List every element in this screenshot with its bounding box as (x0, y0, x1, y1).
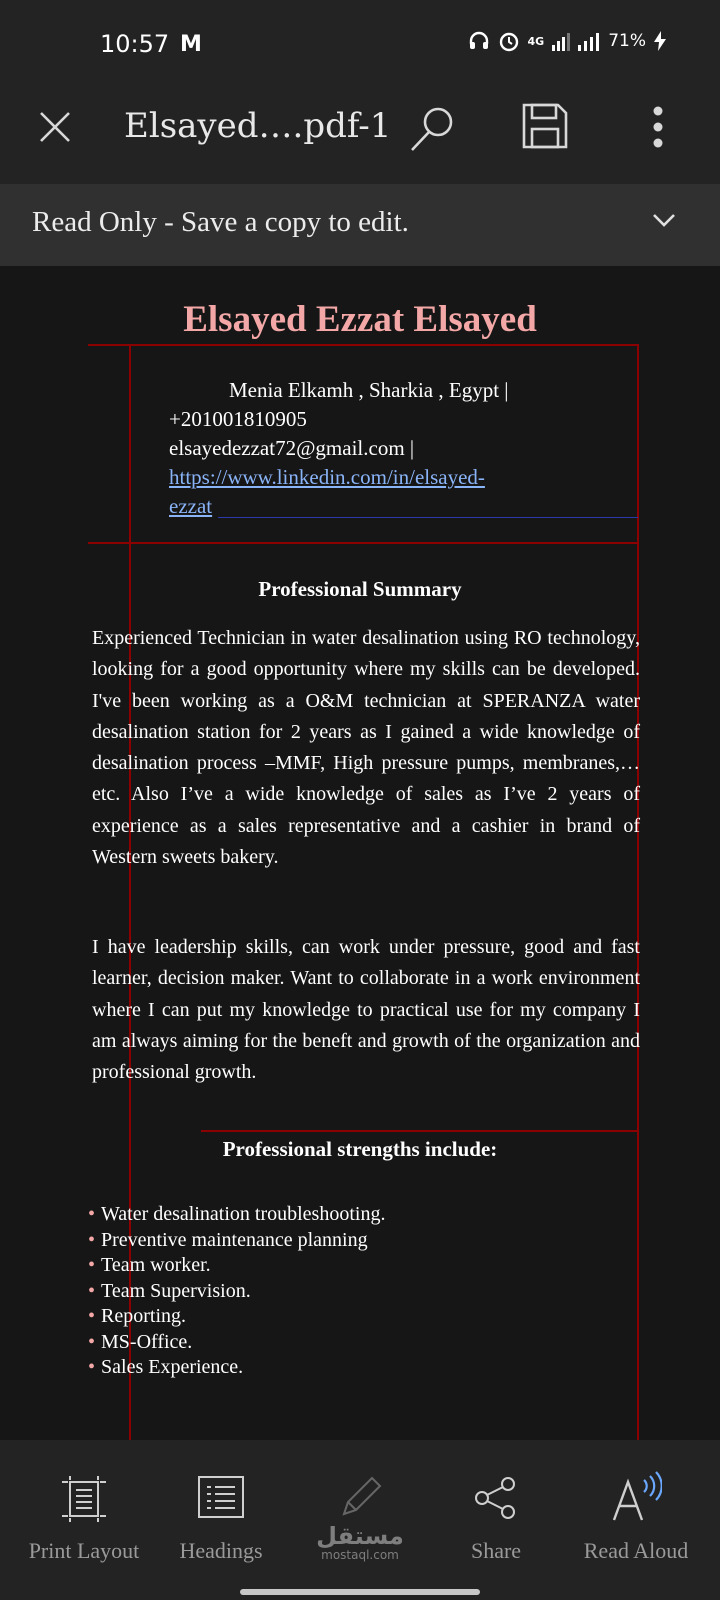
gmail-notification-icon: M (180, 32, 202, 57)
more-options-icon[interactable] (652, 106, 664, 148)
headset-icon (468, 30, 490, 52)
read-aloud-button[interactable] (568, 1440, 704, 1563)
link-underline (218, 517, 638, 518)
contact-block (169, 376, 629, 521)
contact-email: elsayedezzat72@gmail.com | (169, 436, 415, 460)
print-layout-icon (62, 1476, 106, 1522)
battery-percent: 71% (608, 31, 646, 51)
strengths-heading: Professional strengths include: (222, 1137, 498, 1161)
document-page[interactable] (0, 266, 720, 1440)
bullet-icon: • (88, 1356, 96, 1378)
bullet-icon: • (88, 1330, 96, 1353)
summary-paragraph-1: Experienced Technician in water desalination using RO technology, looking for a good opportunity where my skills can be developed. I've been working as a O&M technician at SPERANZA water desalination station for 2 years as I gained a wide knowledge of desalination process –MMF, High pressure pumps, membranes,…etc. Also I’ve a wide knowledge of sales as I’ve 2 years of experience as a sales representative and a cashier in brand of Western sweets bakery. (92, 627, 640, 869)
headings-button[interactable] (160, 1440, 282, 1563)
signal-icon (552, 31, 570, 51)
document-title: Elsayed….pdf-1 (124, 106, 392, 146)
mostaql-watermark (310, 1524, 410, 1562)
strengths-list (88, 1202, 385, 1381)
list-item: • MS-Office. (88, 1330, 193, 1353)
print-layout-label: Print Layout (28, 1538, 140, 1563)
headings-icon (198, 1476, 244, 1518)
section-rule (201, 1130, 639, 1132)
read-only-text: Read Only - Save a copy to edit. (32, 206, 409, 238)
summary-heading: Professional Summary (258, 577, 462, 601)
list-item: • Team worker. (88, 1254, 211, 1276)
bullet-icon: • (88, 1279, 96, 1302)
status-time: 10:57 (100, 30, 170, 58)
bullet-icon: • (88, 1254, 96, 1276)
share-label: Share (470, 1538, 522, 1563)
list-item: • Preventive maintenance planning (88, 1228, 368, 1251)
save-icon[interactable] (522, 103, 568, 149)
pen-icon (336, 1474, 384, 1522)
summary-paragraph-2: I have leadership skills, can work under pressure, good and fast learner, decision maker. Want to collaborate in a work environment where I can put my knowledge to practical use for my company I am always aiming for the beneft and growth of the organization and professional growth. (92, 936, 640, 1084)
watermark-arabic: مستقل (316, 1522, 404, 1550)
headings-label: Headings (179, 1538, 263, 1563)
page-border-right (637, 344, 639, 1440)
list-item: • Team Supervision. (88, 1279, 251, 1302)
contact-address: Menia Elkamh , Sharkia , Egypt | (229, 378, 509, 402)
status-icons (468, 30, 666, 52)
header-rule-top (88, 344, 639, 346)
charging-icon (654, 31, 666, 51)
linkedin-link[interactable]: https://www.linkedin.com/in/elsayed- (169, 465, 485, 489)
print-layout-button[interactable] (14, 1440, 154, 1563)
home-indicator[interactable] (240, 1589, 480, 1595)
linkedin-link-cont[interactable]: ezzat (169, 494, 213, 518)
close-icon[interactable] (38, 110, 72, 144)
read-aloud-icon (612, 1470, 662, 1522)
resume-name: Elsayed Ezzat Elsayed (183, 299, 537, 340)
share-icon (474, 1476, 518, 1520)
bullet-icon: • (88, 1305, 96, 1327)
bullet-icon: • (88, 1228, 96, 1251)
network-type: 4G (527, 34, 545, 48)
contact-phone: +201001810905 (169, 407, 307, 431)
search-icon[interactable] (408, 104, 458, 154)
header-rule-bottom (88, 542, 639, 544)
signal-icon-2 (578, 31, 600, 51)
bullet-icon: • (88, 1203, 96, 1225)
read-aloud-label: Read Aloud (583, 1538, 689, 1563)
list-item: • Reporting. (88, 1305, 187, 1327)
chevron-down-icon[interactable] (652, 212, 676, 228)
watermark-site: mostaql.com (321, 1548, 399, 1562)
status-bar (0, 0, 720, 88)
list-item: • Sales Experience. (88, 1356, 244, 1378)
alarm-icon (498, 30, 520, 52)
list-item: • Water desalination troubleshooting. (88, 1203, 386, 1225)
bottom-toolbar (0, 1440, 720, 1600)
share-button[interactable] (440, 1440, 552, 1563)
